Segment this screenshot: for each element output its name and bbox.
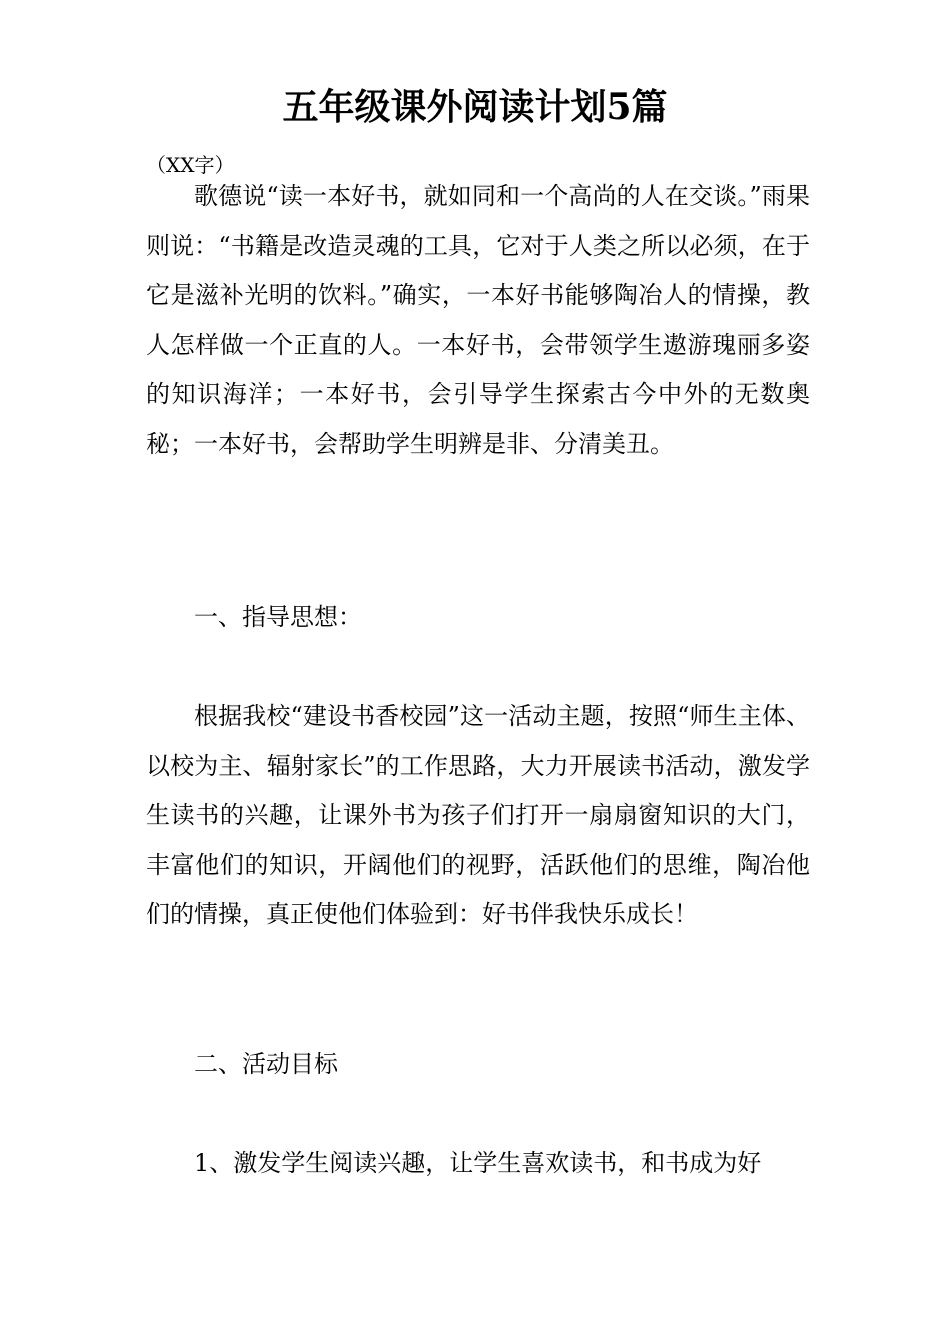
section-heading-activity-goals: 二、活动目标 <box>194 1050 338 1078</box>
section-heading-guiding-ideology: 一、指导思想： <box>194 603 362 631</box>
intro-paragraph: 歌德说“读一本好书，就如同和一个高尚的人在交谈。”雨果则说：“书籍是改造灵魂的工具，它对于人类之所以必须，在于它是滋补光明的饮料。”确实，一本好书能够陶冶人的情操，教人怎样做一个正直的人。一本好书，会带领学生遨游瑰丽多姿的知识海洋；一本好书，会引导学生探索古今中外的无数奥秘；一本好书，会帮助学生明辨是非、分清美丑。 <box>146 182 810 458</box>
guiding-ideology-paragraph: 根据我校“建设书香校园”这一活动主题，按照“师生主体、以校为主、辐射家长”的工作思路，大力开展读书活动，激发学生读书的兴趣，让课外书为孩子们打开一扇扇窗知识的大门，丰富他们的知识，开阔他们的视野，活跃他们的思维，陶冶他们的情操，真正使他们体验到：好书伴我快乐成长！ <box>146 702 810 928</box>
goal-item-1: 1、激发学生阅读兴趣，让学生喜欢读书，和书成为好 <box>194 1149 762 1177</box>
document-title: 五年级课外阅读计划5篇 <box>282 86 668 128</box>
word-count: （XX字） <box>146 153 235 177</box>
